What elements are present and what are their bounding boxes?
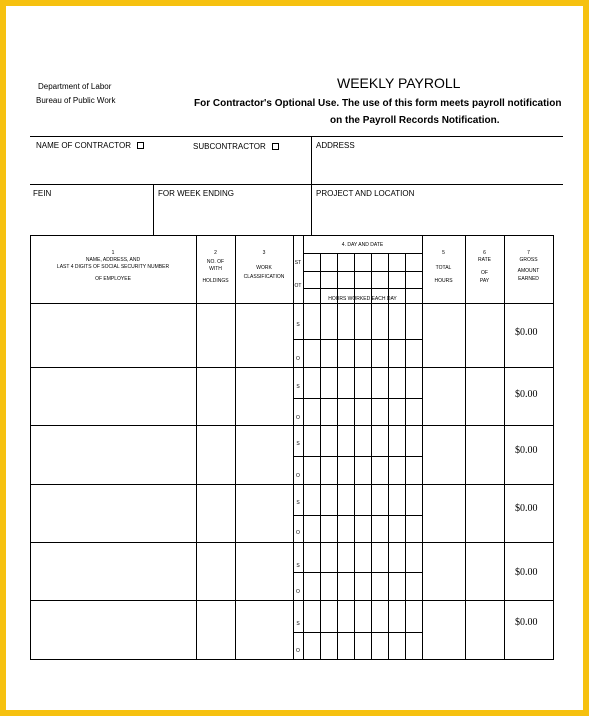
agency-line-2: Bureau of Public Work: [36, 96, 116, 105]
gross-amount: $0.00: [515, 503, 538, 514]
col-divider-5: [422, 235, 423, 659]
col-1-line-2: LAST 4 DIGITS OF SOCIAL SECURITY NUMBER: [56, 263, 170, 270]
col-divider-3: [235, 235, 236, 659]
col-6-line-1: RATE: [478, 256, 491, 263]
row-separator: [30, 542, 553, 543]
col-1-line-1: NAME, ADDRESS, AND: [85, 256, 141, 263]
subcontractor-checkbox[interactable]: [272, 143, 279, 150]
table-left-border: [30, 235, 31, 660]
col-6-line-3: PAY: [479, 278, 490, 285]
info-top-rule: [30, 136, 563, 137]
row-mid-rule: [293, 339, 422, 340]
col-3-number: 3: [262, 250, 266, 256]
col-7-line-1: GROSS: [519, 256, 538, 263]
col-6-number: 6: [483, 250, 486, 256]
row-st-marker: S: [296, 621, 300, 627]
gross-amount: $0.00: [515, 389, 538, 400]
day-header-rule: [303, 288, 422, 289]
col-2-number: 2: [214, 250, 217, 256]
info-bottom-rule: [30, 235, 553, 236]
row-st-marker: S: [296, 500, 300, 506]
col-7-line-3: EARNED: [518, 276, 539, 283]
col-divider-2: [196, 235, 197, 659]
col-2-line-1: NO. OF: [206, 258, 225, 265]
row-separator: [30, 367, 553, 368]
info-divider-address: [311, 136, 312, 235]
gross-amount: $0.00: [515, 445, 538, 456]
col-3-header: [235, 250, 293, 280]
form-subtitle-line-2: on the Payroll Records Notification.: [330, 115, 500, 126]
row-ot-marker: O: [296, 530, 300, 536]
form-subtitle-line-1: For Contractor's Optional Use. The use of this form meets payroll notification: [194, 98, 562, 109]
row-mid-rule: [293, 572, 422, 573]
row-st-marker: S: [296, 563, 300, 569]
table-bottom-rule: [30, 659, 553, 660]
row-ot-marker: O: [296, 356, 300, 362]
row-mid-rule: [293, 515, 422, 516]
col-divider-7: [504, 235, 505, 659]
col-2-line-3: HOLDINGS: [202, 278, 229, 285]
fein-label[interactable]: FEIN: [33, 189, 52, 198]
col-1-number: 1: [111, 250, 115, 256]
contractor-field[interactable]: [36, 141, 144, 150]
row-st-marker: S: [296, 322, 300, 328]
col-5-line-1: TOTAL: [435, 264, 452, 271]
project-location-label[interactable]: PROJECT AND LOCATION: [316, 189, 415, 198]
col-6-header: [465, 250, 504, 285]
day-header-rule: [303, 271, 422, 272]
row-separator: [30, 600, 553, 601]
info-mid-rule: [30, 184, 563, 185]
gross-amount: $0.00: [515, 327, 538, 338]
row-separator: [30, 425, 553, 426]
row-mid-rule: [293, 632, 422, 633]
table-header-rule: [30, 303, 553, 304]
row-mid-rule: [293, 398, 422, 399]
col-4-title: 4. DAY AND DATE: [341, 242, 384, 248]
gross-amount: $0.00: [515, 617, 538, 628]
col-7-number: 7: [527, 250, 530, 256]
gross-amount: $0.00: [515, 567, 538, 578]
subcontractor-field[interactable]: [193, 142, 279, 151]
col-1-header: [30, 250, 196, 283]
col-6-line-2: OF: [481, 269, 488, 276]
table-right-border: [553, 235, 554, 660]
row-st-marker: S: [296, 441, 300, 447]
col-2-header: [196, 250, 235, 285]
row-separator: [30, 484, 553, 485]
form-title: WEEKLY PAYROLL: [337, 75, 461, 91]
ot-header: OT: [294, 283, 302, 289]
row-ot-marker: O: [296, 473, 300, 479]
col-5-header: [422, 250, 465, 284]
col-1-line-3: OF EMPLOYEE: [95, 276, 131, 283]
col-3-line-2: CLASSIFICATION: [243, 273, 285, 280]
day-header-rule: [303, 253, 422, 254]
row-mid-rule: [293, 456, 422, 457]
col-5-number: 5: [442, 250, 445, 256]
address-label[interactable]: ADDRESS: [316, 141, 355, 150]
row-ot-marker: O: [296, 589, 300, 595]
contractor-label: NAME OF CONTRACTOR: [36, 141, 131, 150]
col-7-line-2: AMOUNT: [517, 267, 540, 274]
info-divider-week: [153, 184, 154, 235]
week-ending-label[interactable]: FOR WEEK ENDING: [158, 189, 235, 198]
col-7-header: [504, 250, 553, 283]
row-st-marker: S: [296, 384, 300, 390]
row-ot-marker: O: [296, 415, 300, 421]
st-header: ST: [294, 260, 302, 266]
agency-line-1: Department of Labor: [38, 82, 112, 91]
contractor-checkbox[interactable]: [137, 142, 144, 149]
col-4-subtitle: HOURS WORKED EACH DAY: [328, 296, 397, 302]
col-divider-6: [465, 235, 466, 659]
subcontractor-label: SUBCONTRACTOR: [193, 142, 266, 151]
col-3-line-1: WORK: [256, 264, 272, 271]
row-ot-marker: O: [296, 648, 300, 654]
col-2-line-2: WITH: [209, 265, 222, 272]
col-5-line-2: HOURS: [434, 277, 453, 284]
